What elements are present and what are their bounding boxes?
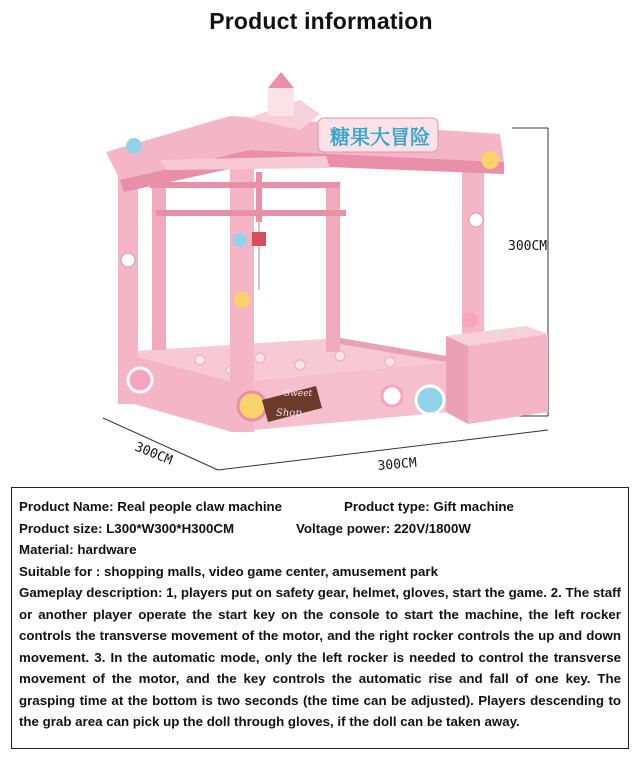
product-size: Product size: L300*W300*H300CM [19, 520, 235, 536]
length-dimension: 300CM [377, 455, 418, 474]
voltage-power: Voltage power: 220V/1800W [296, 520, 471, 536]
info-row-2 [19, 518, 621, 540]
product-image [0, 60, 642, 480]
shop-text-2: Shop [276, 408, 302, 419]
gameplay-description: Gameplay description: 1, players put on safety gear, helmet, gloves, start the game. 2. The staff or another player operate the start key on the console to start the machine, the left rocker controls the transverse movement of the motor, and the right rocker controls the up and down movement. 3. In the automatic mode, only the left rocker is needed to control the transverse movement of the motor, and the key controls the automatic rise and fall of one key. The grasping time at the bottom is two seconds (the time can be adjusted). Players descending to the grab area can pick up the doll through gloves, if the doll can be taken away. [19, 585, 621, 729]
page-title: Product information [209, 8, 433, 34]
sign-text: 糖果大冒险 [330, 125, 430, 149]
width-dimension: 300CM [132, 439, 175, 469]
product-name: Product Name: Real people claw machine [19, 499, 283, 514]
material: Material: hardware [19, 542, 137, 557]
suitable-for: Suitable for : shopping malls, video game center, amusement park [19, 563, 438, 579]
product-type: Product type: Gift machine [344, 499, 514, 514]
product-info-box [11, 487, 629, 749]
info-row-1 [19, 496, 621, 518]
height-dimension: 300CM [508, 239, 548, 254]
shop-text-1: Sweet [284, 389, 313, 399]
